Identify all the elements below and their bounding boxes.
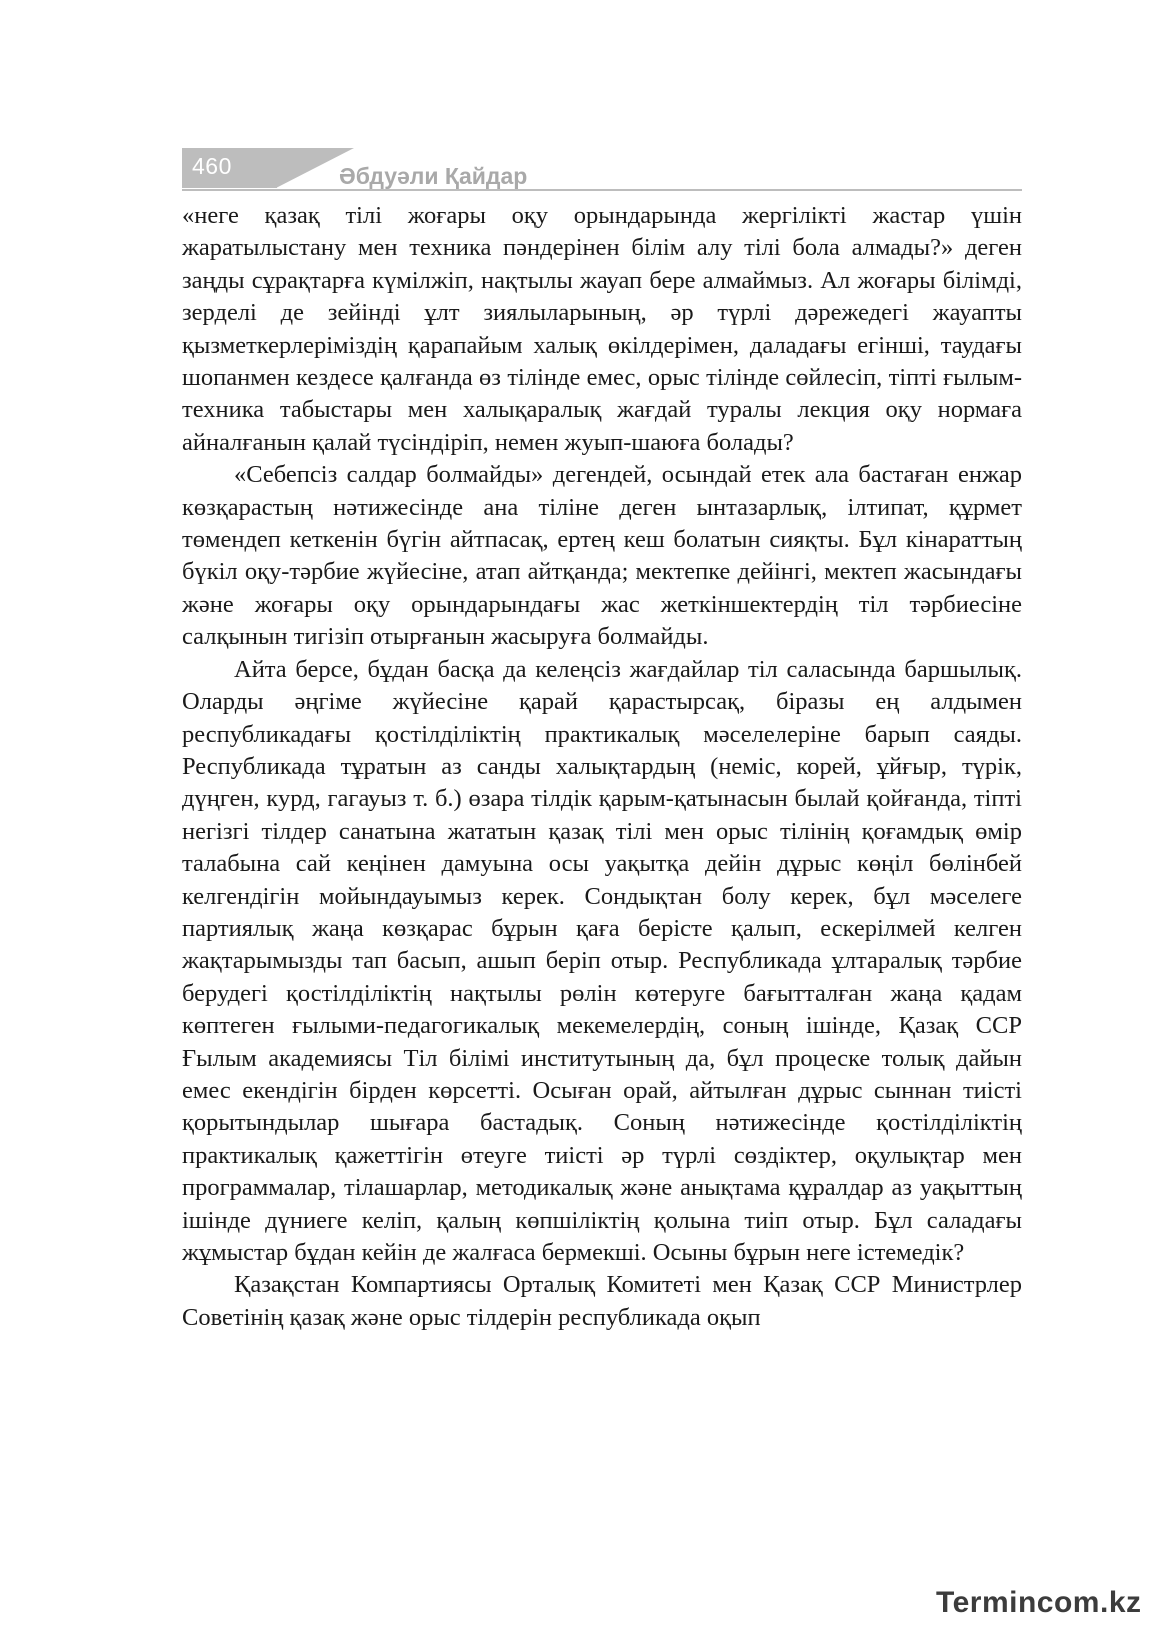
watermark-logo: Termincom.kz: [936, 1586, 1142, 1619]
paragraph: Қазақстан Компартиясы Орталық Комитеті мен Қазақ ССР Министрлер Советінің қазақ және орыс тілдерін республикада оқып: [182, 1271, 1022, 1331]
header-rule: [182, 189, 1022, 191]
page-header: [182, 148, 1022, 196]
page-number-tab: [182, 148, 277, 188]
paragraph: Айта берсе, бұдан басқа да келеңсіз жағдайлар тіл саласында баршылық. Оларды әңгіме жүйесіне қарай қарастырсақ, біразы ең алдымен республикадағы қостілділіктің практикалық мәселелеріне барып саяды. Республикада тұратын аз санды халықтардың (неміс, корей, ұйғыр, түрік, дүңген, курд, гагауыз т. б.) өзара тілдік қарым-қатынасын былай қойғанда, тіпті негізгі тілдер санатына жататын қазақ тілі мен орыс тілінің қоғамдық өмір талабына сай кеңінен дамуына осы уақытқа дейін дұрыс көңіл бөлінбей келгендігін мойындауымыз керек. Сондықтан болу керек, бұл мәселеге партиялық жаңа көзқарас бұрын қаға берісте қалып, ескерілмей келген жақтарымызды тап басып, ашып беріп отыр. Республикада ұлтаралық тәрбие берудегі қостілділіктің нақтылы рөлін көтеруге бағытталған жаңа қадам көптеген ғылыми-педагогикалық мекемелердің, соның ішінде, Қазақ ССР Ғылым академиясы Тіл білімі институтының да, бұл процеске толық дайын емес екендігін бірден көрсетті. Осыған орай, айтылған дұрыс сыннан тиісті қорытындылар шығара бастадық. Соның нәтижесінде қостілділіктің практикалық қажеттігін өтеуге тиісті әр түрлі сөздіктер, оқулықтар мен программалар, тілашарлар, методикалық және анықтама құралдар аз уақыттың ішінде дүниеге келіп, қалың көпшіліктің қолына тиіп отыр. Бұл саладағы жұмыстар бұдан кейін де жалғаса бермекші. Осыны бұрын неге істемедік?: [182, 655, 1022, 1266]
paragraph: «неге қазақ тілі жоғары оқу орындарында жергілікті жастар үшін жаратылыстану мен техника пәндерінен білім алу тілі бола алмады?» деген заңды сұрақтарға күмілжіп, нақтылы жауап бере алмаймыз. Ал жоғары білімді, зерделі де зейінді ұлт зиялыларының, әр түрлі дәрежедегі жауапты қызметкерлеріміздің қарапайым халық өкілдерімен, даладағы егінші, таудағы шопанмен кездесе қалғанда өз тілінде емес, орыс тілінде сөйлесіп, тіпті ғылым-техника табыстары мен халықаралық жағдай туралы лекция оқу нормаға айналғанын қалай түсіндіріп, немен жуып-шаюға болады?: [182, 202, 1022, 456]
running-head: Әбдуәли Қайдар: [339, 163, 528, 189]
paragraph: «Себепсіз салдар болмайды» дегендей, осындай етек ала бастаған енжар көзқарастың нәтижесінде ана тіліне деген ынтазарлық, ілтипат, құрмет төмендеп кеткенін бүгін айтпасақ, ертең кеш болатын сияқты. Бұл кінараттың бүкіл оқу-тәрбие жүйесіне, атап айтқанда; мектепке дейінгі, мектеп жасындағы және жоғары оқу орындарындағы жас жеткіншектердің тіл тәрбиесіне салқынын тигізіп отырғанын жасыруға болмайды.: [182, 461, 1022, 651]
page-number: 460: [192, 153, 232, 179]
body-text: [182, 200, 1022, 1334]
